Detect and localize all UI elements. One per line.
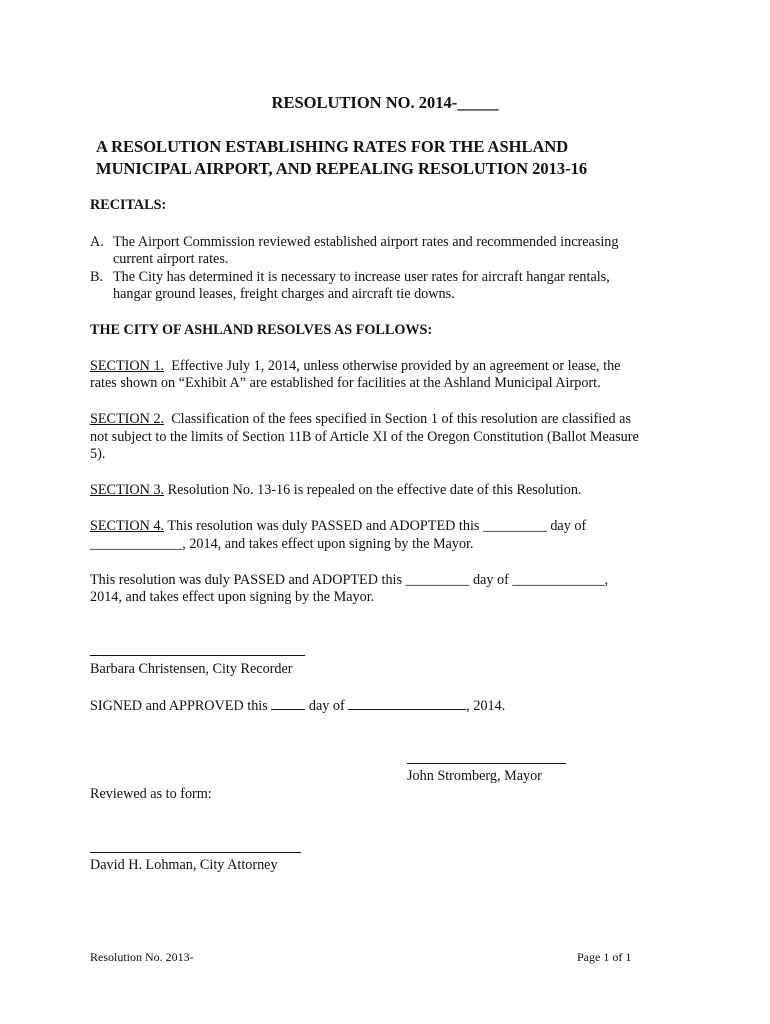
section-4-label: SECTION 4. [90,518,165,534]
section-1-label: SECTION 1. [90,358,165,374]
recital-a-line-1: The Airport Commission reviewed established airport rates and recommended increasing [113,234,619,250]
resolves-heading: THE CITY OF ASHLAND RESOLVES AS FOLLOWS: [90,322,433,338]
recital-a-marker: A. [90,234,104,250]
recitals-heading: RECITALS: [90,197,167,213]
mayor-signature-line [407,763,566,764]
section-3-label: SECTION 3. [90,482,165,498]
recorder-name: Barbara Christensen, City Recorder [90,661,293,677]
section-1-text-1: Effective July 1, 2014, unless otherwise provided by an agreement or lease, the [171,358,621,374]
signed-middle: day of [305,698,349,714]
attorney-signature-line [90,852,301,853]
section-3-line-1 [90,481,581,499]
section-4-line-2: _____________, 2014, and takes effect upon signing by the Mayor. [90,536,474,552]
recital-b-line-1: The City has determined it is necessary to increase user rates for aircraft hangar rentals, [113,269,610,285]
section-2-text-1: Classification of the fees specified in Section 1 of this resolution are classified as [171,411,631,427]
section-2-line-3: 5). [90,446,106,462]
recital-b-marker: B. [90,269,104,285]
page-title [0,94,770,112]
mayor-name: John Stromberg, Mayor [407,768,542,784]
signed-month-blank [348,695,466,710]
passed-line-1: This resolution was duly PASSED and ADOPTED this _________ day of _____________, [90,572,609,588]
subtitle-line-1: A RESOLUTION ESTABLISHING RATES FOR THE ASHLAND [96,137,569,156]
signed-approved-line [90,695,505,715]
signed-prefix: SIGNED and APPROVED this [90,698,272,714]
attorney-name: David H. Lohman, City Attorney [90,857,278,873]
passed-line-2: 2014, and takes effect upon signing by the Mayor. [90,589,375,605]
section-4-line-1 [90,517,586,535]
footer-page-number: Page 1 of 1 [577,950,632,964]
recorder-signature-line [90,655,305,656]
title-prefix: RESOLUTION NO. 2014- [271,93,458,112]
section-4-text-1: This resolution was duly PASSED and ADOPTED this _________ day of [167,518,587,534]
section-1-line-1 [90,357,620,375]
footer-resolution-number: Resolution No. 2013- [90,950,194,964]
recital-a-line-2: current airport rates. [113,251,229,267]
signed-day-blank [271,695,305,710]
section-2-line-2: not subject to the limits of Section 11B of Article XI of the Oregon Constitution (Ballot Measure [90,429,639,445]
section-2-label: SECTION 2. [90,411,165,427]
title-resolution-blank: _____ [457,93,499,112]
signed-suffix: , 2014. [466,698,506,714]
subtitle-line-2: MUNICIPAL AIRPORT, AND REPEALING RESOLUTION 2013-16 [96,159,588,178]
document-subtitle [96,136,587,180]
recital-b-line-2: hangar ground leases, freight charges and aircraft tie downs. [113,286,455,302]
section-1-line-2: rates shown on “Exhibit A” are established for facilities at the Ashland Municipal Airport. [90,375,601,391]
section-3-text-1: Resolution No. 13-16 is repealed on the effective date of this Resolution. [167,482,582,498]
reviewed-as-to-form: Reviewed as to form: [90,786,212,802]
section-2-line-1 [90,410,631,428]
